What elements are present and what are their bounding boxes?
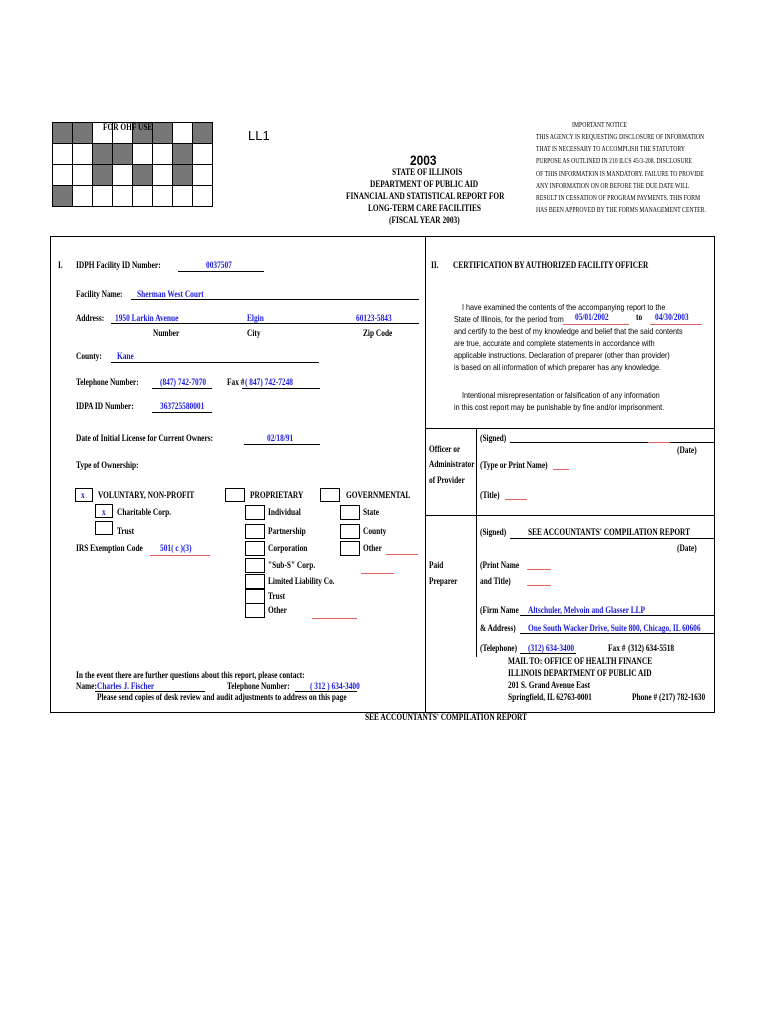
phone-label: Telephone Number: bbox=[76, 377, 139, 387]
ohf-grid-cell bbox=[73, 123, 93, 144]
notice-line: THIS AGENCY IS REQUESTING DISCLOSURE OF INFORMATION bbox=[536, 133, 705, 141]
governmental-checkbox[interactable] bbox=[320, 488, 340, 502]
proprietary-option-label: Other bbox=[268, 605, 287, 615]
ohf-grid-row bbox=[53, 186, 213, 207]
contact-name-label: Name: bbox=[76, 681, 97, 691]
ohf-grid-cell bbox=[73, 144, 93, 165]
firm-fax-value: (312) 634-5518 bbox=[628, 643, 675, 653]
idph-value[interactable]: 0037507 bbox=[206, 260, 232, 270]
mail-line1: MAIL TO: OFFICE OF HEALTH FINANCE bbox=[508, 656, 653, 666]
ohf-grid-cell bbox=[193, 186, 213, 207]
address-label-2: & Address) bbox=[480, 623, 516, 633]
trust-label: Trust bbox=[117, 526, 135, 536]
header-line5: (FISCAL YEAR 2003) bbox=[389, 215, 460, 225]
officer-label-1: Officer or bbox=[429, 444, 461, 454]
ohf-grid-cell bbox=[73, 165, 93, 186]
facility-label: Facility Name: bbox=[76, 289, 123, 299]
cert-p1c: and certify to the best of my knowledge and belief that the said contents bbox=[454, 326, 683, 336]
voluntary-label: VOLUNTARY, NON-PROFIT bbox=[98, 490, 195, 500]
license-value[interactable]: 02/18/91 bbox=[267, 433, 294, 443]
mail-line3: 201 S. Grand Avenue East bbox=[508, 680, 591, 690]
cert-p1e: applicable instructions. Declaration of preparer (other than provider) bbox=[454, 350, 670, 360]
proprietary-checkbox[interactable] bbox=[225, 488, 245, 502]
notice-line: HAS BEEN APPROVED BY THE FORMS MANAGEMENT CENTER. bbox=[536, 206, 706, 215]
ohf-grid-cell bbox=[93, 144, 113, 165]
cert-p2a: Intentional misrepresentation or falsification of any information bbox=[462, 390, 660, 400]
ohf-grid bbox=[52, 122, 213, 207]
proprietary-option-label: Limited Liability Co. bbox=[268, 576, 335, 586]
proprietary-option-label: Individual bbox=[268, 507, 301, 517]
ohf-grid-cell bbox=[133, 144, 153, 165]
firm-fax-label: Fax # bbox=[608, 643, 626, 653]
governmental-option-checkbox[interactable] bbox=[340, 505, 360, 520]
governmental-option-checkbox[interactable] bbox=[340, 541, 360, 556]
address-label: Address: bbox=[76, 313, 105, 323]
county-label: County: bbox=[76, 351, 102, 361]
header-line4: LONG-TERM CARE FACILITIES bbox=[368, 203, 482, 213]
title-label: (Title) bbox=[480, 490, 500, 500]
mail-line4: Springfield, IL 62763-0001 bbox=[508, 692, 592, 702]
print-name-label: (Print Name bbox=[480, 560, 520, 570]
telephone-label-2: (Telephone) bbox=[480, 643, 518, 653]
report-year: 2003 bbox=[410, 152, 437, 168]
mail-phone: Phone # (217) 782-1630 bbox=[632, 692, 706, 702]
irs-value[interactable]: 501( c )(3) bbox=[160, 543, 192, 553]
ohf-grid-cell bbox=[113, 186, 133, 207]
ohf-grid-cell bbox=[113, 165, 133, 186]
number-caption: Number bbox=[153, 328, 180, 338]
ohf-grid-cell bbox=[173, 186, 193, 207]
cert-p1a: I have examined the contents of the accompanying report to the bbox=[462, 302, 666, 312]
firm-tel-value[interactable]: (312) 634-3400 bbox=[528, 643, 575, 653]
cert-p1f: is based on all information of which preparer has any knowledge. bbox=[454, 362, 661, 372]
preparer-label: Preparer bbox=[429, 576, 458, 586]
period-to-label: to bbox=[636, 312, 643, 322]
proprietary-option-label: Partnership bbox=[268, 526, 306, 536]
ohf-grid-cell bbox=[53, 144, 73, 165]
proprietary-option-checkbox[interactable] bbox=[245, 574, 265, 589]
proprietary-option-label: Trust bbox=[268, 591, 286, 601]
ohf-grid-cell bbox=[53, 165, 73, 186]
proprietary-option-label: "Sub-S" Corp. bbox=[268, 560, 316, 570]
signed-label: (Signed) bbox=[480, 433, 507, 443]
mail-line2: ILLINOIS DEPARTMENT OF PUBLIC AID bbox=[508, 668, 652, 678]
proprietary-option-checkbox[interactable] bbox=[245, 558, 265, 573]
firm-value[interactable]: Altschuler, Melvoin and Glasser LLP bbox=[528, 605, 646, 615]
header-line1: STATE OF ILLINOIS bbox=[392, 167, 463, 177]
city-caption: City bbox=[247, 328, 261, 338]
copies-line: Please send copies of desk review and audit adjustments to address on this page bbox=[97, 692, 347, 702]
and-title-label: and Title) bbox=[480, 576, 511, 586]
notice-line: OF THIS INFORMATION IS MANDATORY. FAILURE TO PROVIDE bbox=[536, 169, 704, 178]
cert-p1b: State of Illinois, for the period from bbox=[454, 314, 564, 324]
fax-label: Fax # bbox=[227, 377, 245, 387]
ohf-grid-cell bbox=[153, 123, 173, 144]
voluntary-mark: x bbox=[81, 490, 85, 500]
proprietary-option-label: Corporation bbox=[268, 543, 308, 553]
proprietary-option-checkbox[interactable] bbox=[245, 505, 265, 520]
header-line2: DEPARTMENT OF PUBLIC AID bbox=[370, 179, 479, 189]
ownership-label: Type of Ownership: bbox=[76, 460, 139, 470]
phone-value[interactable]: (847) 742-7070 bbox=[160, 377, 207, 387]
officer-label-3: of Provider bbox=[429, 475, 465, 485]
notice-title: IMPORTANT NOTICE bbox=[572, 121, 628, 129]
ohf-grid-row bbox=[53, 144, 213, 165]
city-value[interactable]: Elgin bbox=[247, 313, 264, 323]
ohf-grid-cell bbox=[173, 144, 193, 165]
ohf-grid-cell bbox=[53, 123, 73, 144]
contact-line: In the event there are further questions about this report, please contact: bbox=[76, 670, 305, 680]
ohf-grid-cell bbox=[153, 165, 173, 186]
governmental-option-checkbox[interactable] bbox=[340, 524, 360, 539]
ohf-grid-cell bbox=[113, 144, 133, 165]
license-label: Date of Initial License for Current Owners: bbox=[76, 433, 214, 443]
county-value[interactable]: Kane bbox=[117, 351, 134, 361]
proprietary-option-checkbox[interactable] bbox=[245, 541, 265, 556]
ohf-grid-cell bbox=[133, 186, 153, 207]
section2-number: II. bbox=[431, 260, 439, 270]
proprietary-option-checkbox[interactable] bbox=[245, 603, 265, 618]
notice-line: PURPOSE AS OUTLINED IN 210 ILCS 45/3-208. DISCLOSURE bbox=[536, 157, 692, 166]
ohf-grid-cell bbox=[93, 165, 113, 186]
compilation-note: SEE ACCOUNTANTS' COMPILATION REPORT bbox=[528, 527, 691, 537]
proprietary-label: PROPRIETARY bbox=[250, 490, 304, 500]
date-label: (Date) bbox=[677, 445, 697, 455]
contact-tel-value[interactable]: ( 312 ) 634-3400 bbox=[310, 681, 360, 691]
cert-p1d: are true, accurate and complete statements in accordance with bbox=[454, 338, 655, 348]
paid-label: Paid bbox=[429, 560, 444, 570]
ohf-grid-cell bbox=[93, 186, 113, 207]
ohf-grid-cell bbox=[73, 186, 93, 207]
form-code: LL1 bbox=[248, 128, 270, 143]
cert-p2b: in this cost report may be punishable by fine and/or imprisonment. bbox=[454, 402, 665, 412]
proprietary-option-checkbox[interactable] bbox=[245, 524, 265, 539]
notice-line: ANY INFORMATION ON OR BEFORE THE DUE DATE WILL bbox=[536, 181, 690, 190]
period-to[interactable]: 04/30/2003 bbox=[655, 312, 689, 322]
idpa-value[interactable]: 363725580001 bbox=[160, 401, 205, 411]
ohf-grid-cell bbox=[53, 186, 73, 207]
ohf-label: FOR OHF USE bbox=[103, 122, 153, 132]
proprietary-option-checkbox[interactable] bbox=[245, 589, 265, 604]
certification-title: CERTIFICATION BY AUTHORIZED FACILITY OFFICER bbox=[453, 260, 649, 270]
period-from[interactable]: 05/01/2002 bbox=[575, 312, 609, 322]
governmental-option-label: State bbox=[363, 507, 379, 517]
ohf-grid-cell bbox=[193, 123, 213, 144]
charitable-mark: x bbox=[102, 507, 106, 517]
facility-value[interactable]: Sherman West Court bbox=[137, 289, 204, 299]
ohf-grid-cell bbox=[153, 144, 173, 165]
ohf-grid-cell bbox=[133, 165, 153, 186]
firm-label: (Firm Name bbox=[480, 605, 519, 615]
header-line3: FINANCIAL AND STATISTICAL REPORT FOR bbox=[346, 191, 505, 201]
trust-checkbox[interactable] bbox=[95, 521, 113, 535]
zip-value[interactable]: 60123-5843 bbox=[356, 313, 392, 323]
column-divider bbox=[425, 236, 426, 713]
governmental-option-label: Other bbox=[363, 543, 382, 553]
officer-label-2: Administrator bbox=[429, 459, 475, 469]
notice-line: THAT IS NECESSARY TO ACCOMPLISH THE STATUTORY bbox=[536, 145, 686, 154]
ohf-grid-cell bbox=[193, 165, 213, 186]
idph-label: IDPH Facility ID Number: bbox=[76, 260, 161, 270]
governmental-label: GOVERNMENTAL bbox=[346, 490, 411, 500]
ohf-grid-cell bbox=[173, 123, 193, 144]
notice-line: RESULT IN CESSATION OF PROGRAM PAYMENTS. THIS FORM bbox=[536, 194, 701, 202]
ohf-grid-cell bbox=[173, 165, 193, 186]
signed2-label: (Signed) bbox=[480, 527, 507, 537]
section1-number: I. bbox=[58, 260, 63, 270]
governmental-option-label: County bbox=[363, 526, 387, 536]
ohf-grid-cell bbox=[193, 144, 213, 165]
footer-note: SEE ACCOUNTANTS' COMPILATION REPORT bbox=[365, 712, 528, 722]
street-value[interactable]: 1950 Larkin Avenue bbox=[115, 313, 179, 323]
ohf-grid-row bbox=[53, 165, 213, 186]
fax-value[interactable]: ( 847) 742-7248 bbox=[245, 377, 293, 387]
contact-tel-label: Telephone Number: bbox=[227, 681, 290, 691]
firm-address-value[interactable]: One South Wacker Drive, Suite 800, Chicago, IL 60606 bbox=[528, 623, 701, 633]
idpa-label: IDPA ID Number: bbox=[76, 401, 134, 411]
date2-label: (Date) bbox=[677, 543, 697, 553]
irs-label: IRS Exemption Code bbox=[76, 543, 143, 553]
contact-name-value[interactable]: Charles J. Fischer bbox=[97, 681, 155, 691]
ohf-grid-cell bbox=[153, 186, 173, 207]
charitable-label: Charitable Corp. bbox=[117, 507, 172, 517]
zip-caption: Zip Code bbox=[363, 328, 393, 338]
type-name-label: (Type or Print Name) bbox=[480, 460, 548, 470]
